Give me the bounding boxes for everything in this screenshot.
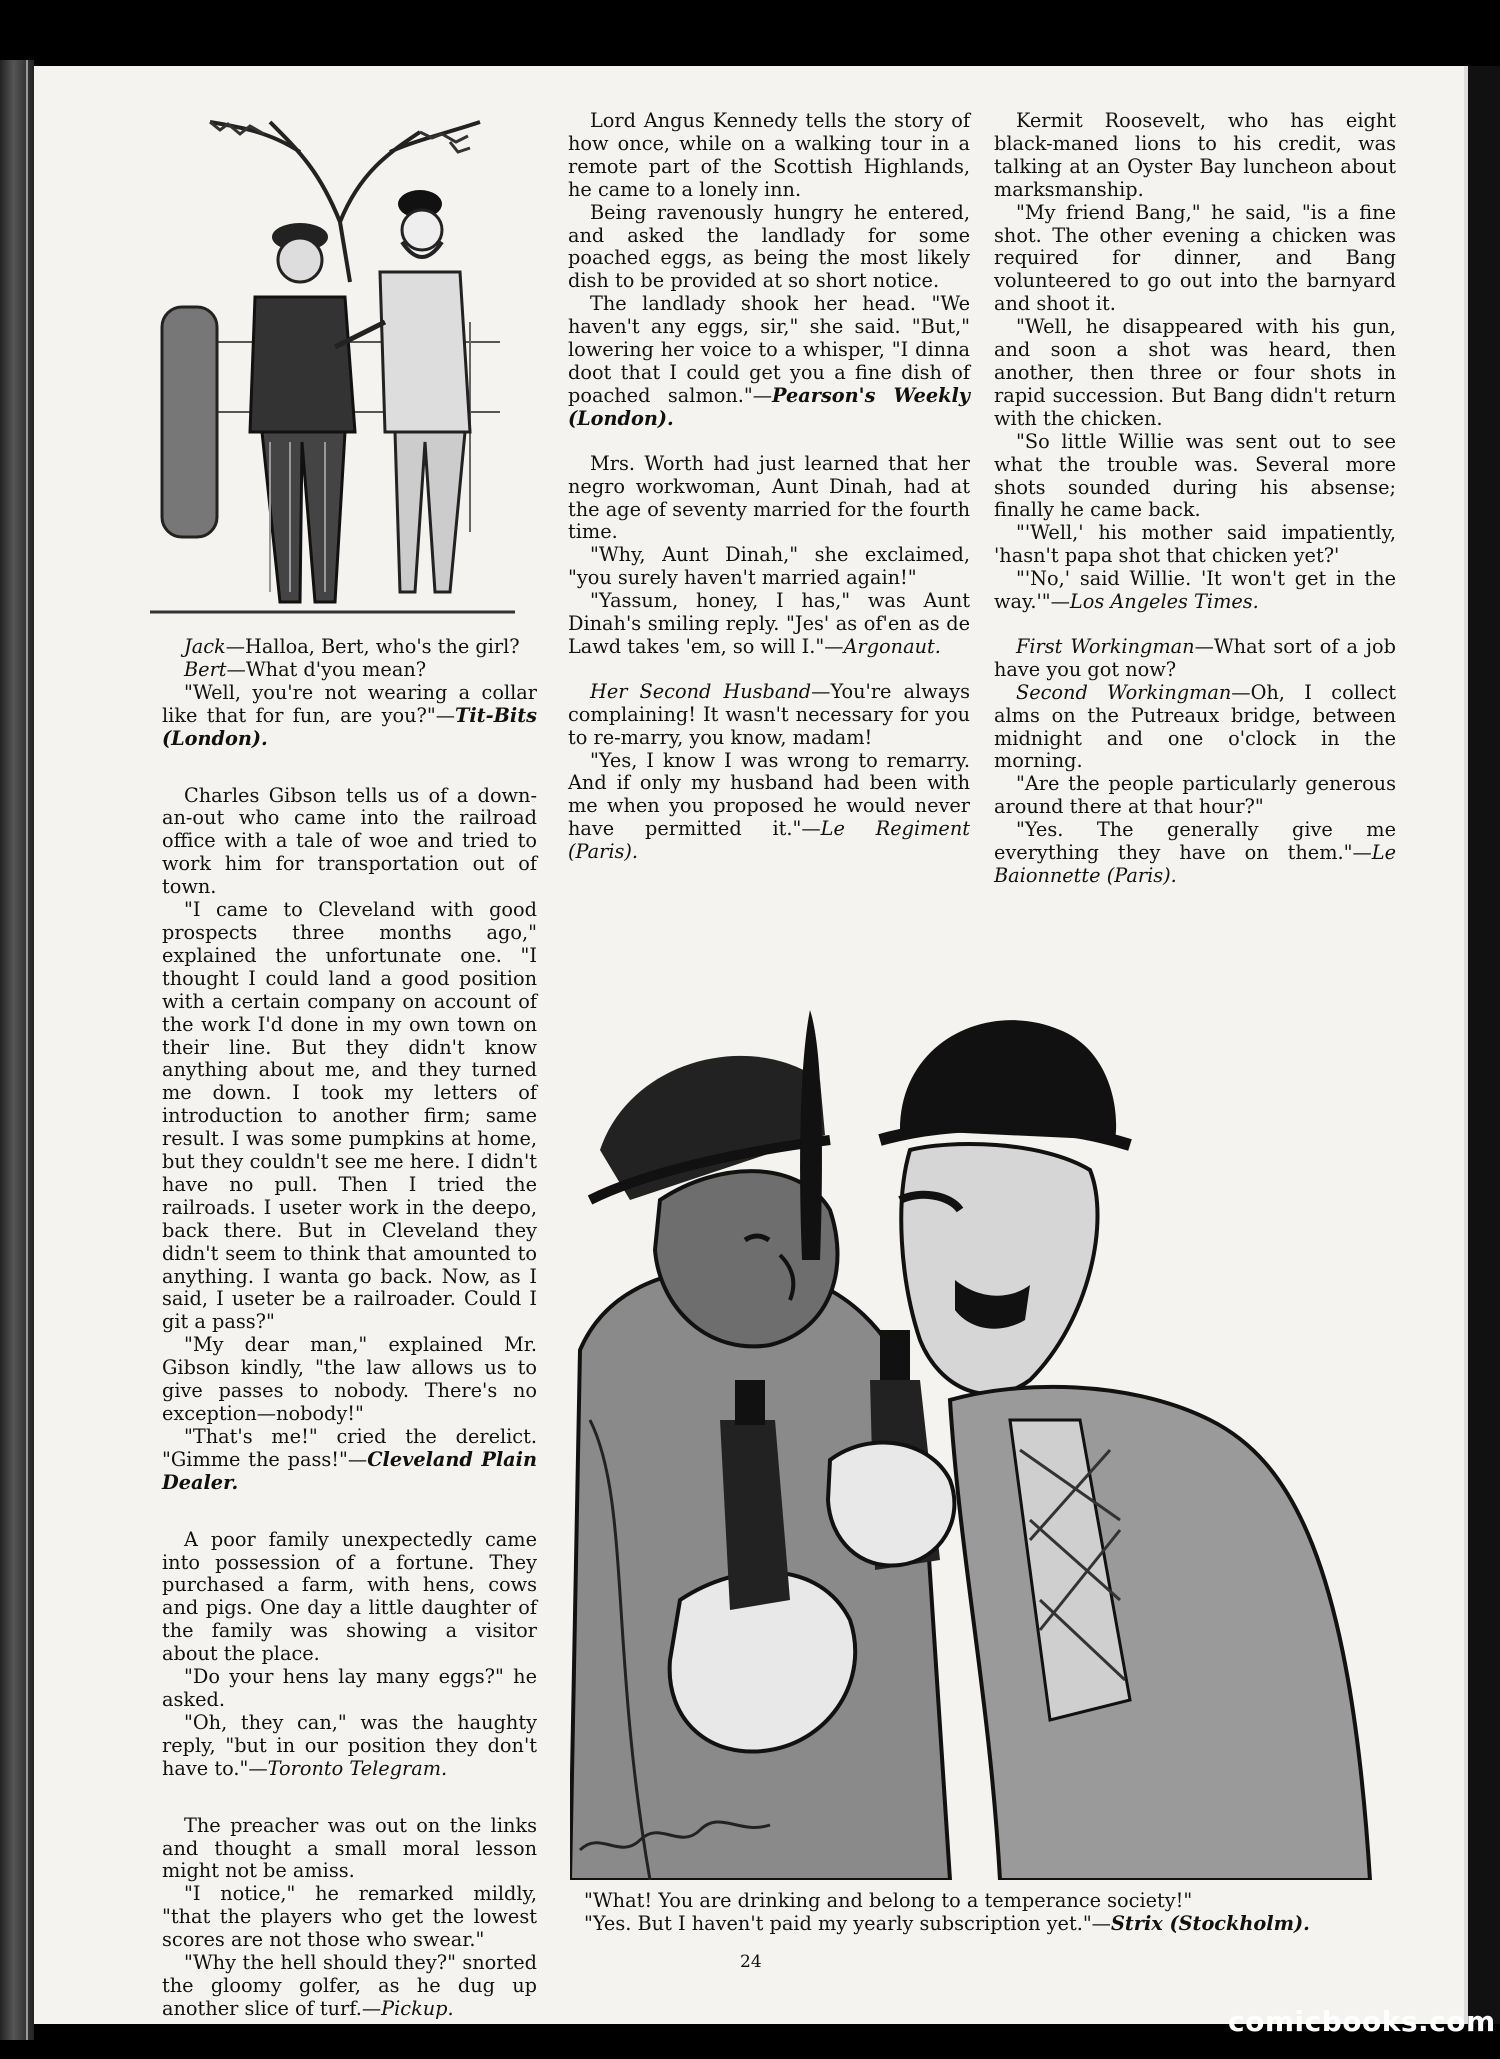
joke-paragraph: "Are the people particularly generous around there at that hour?" bbox=[994, 772, 1396, 819]
joke-paragraph: Second Workingman—Oh, I collect alms on the Putreaux bridge, between midnight and one o'clock in the morning. bbox=[994, 680, 1396, 773]
cartoon-caption-line: Jack—Halloa, Bert, who's the girl? bbox=[184, 635, 520, 658]
joke-paragraph: Being ravenously hungry he entered, and asked the landlady for some poached eggs, as being the most likely dish to be provided at so short notice. bbox=[568, 200, 970, 293]
joke-paragraph: Charles Gibson tells us of a down-an-out who came into the railroad office with a tale of woe and tried to work him for transportation out of town. bbox=[162, 783, 537, 899]
next-page-edge bbox=[1464, 66, 1500, 2024]
bottom-cartoon-illustration bbox=[570, 1000, 1410, 1880]
credit: Toronto Telegram. bbox=[267, 1756, 448, 1780]
column-2 bbox=[568, 110, 970, 864]
joke-paragraph: "So little Willie was sent out to see what the trouble was. Several more shots sounded during his absense; finally he came back. bbox=[994, 429, 1396, 522]
credit: Le Baionnette (Paris). bbox=[994, 841, 1396, 887]
watermark: comicbooks.com bbox=[1228, 2005, 1496, 2038]
joke-paragraph: "Why, Aunt Dinah," she exclaimed, "you surely haven't married again!" bbox=[568, 543, 970, 590]
joke-paragraph: "Yassum, honey, I has," was Aunt Dinah's smiling reply. "Jes' as of'en as de Lawd takes 'em, so will I."—Argonaut. bbox=[568, 589, 970, 658]
credit: Strix (Stockholm). bbox=[1110, 1911, 1310, 1935]
joke-paragraph: First Workingman—What sort of a job have you got now? bbox=[994, 634, 1396, 681]
credit: Argonaut. bbox=[843, 634, 941, 658]
credit: Pickup. bbox=[381, 1996, 454, 2020]
joke-paragraph: "I notice," he remarked mildly, "that the players who get the lowest scores are not those who swear." bbox=[162, 1882, 537, 1952]
joke-paragraph: "I came to Cleveland with good prospects three months ago," explained the unfortunate one. "I thought I could land a good position with a certain company on account of the work I'd done in my own town on their line. But they didn't know anything about me, and they turned me down. I took my letters of introduction to another firm; same result. I was some pumpkins at home, but they couldn't see me here. I didn't have no pull. Then I tried the railroads. I useter work in the deepo, back there. But in Cleveland they didn't seem to think that amounted to anything. I wanta go back. Now, as I said, I useter be a railroader. Could I git a pass?" bbox=[162, 898, 537, 1334]
joke-paragraph: "Do your hens lay many eggs?" he asked. bbox=[162, 1665, 537, 1711]
credit: Los Angeles Times. bbox=[1069, 590, 1259, 614]
joke-paragraph: "Yes. The generally give me everything they have on them."—Le Baionnette (Paris). bbox=[994, 818, 1396, 887]
caption-line: "What! You are drinking and belong to a temperance society!" bbox=[584, 1889, 1193, 1912]
joke-paragraph: "'No,' said Willie. 'It won't get in the way.'"—Los Angeles Times. bbox=[994, 567, 1396, 614]
column-3 bbox=[994, 110, 1396, 888]
joke-paragraph: Kermit Roosevelt, who has eight black-maned lions to his credit, was talking at an Oyster Bay luncheon about marksmanship. bbox=[994, 109, 1396, 201]
credit: Le Regiment (Paris). bbox=[568, 817, 970, 864]
joke-paragraph: The preacher was out on the links and thought a small moral lesson might not be amiss. bbox=[162, 1813, 537, 1883]
bottom-cartoon-caption bbox=[584, 1890, 1404, 1936]
joke-paragraph: "My dear man," explained Mr. Gibson kindly, "the law allows us to give passes to nobody. There's no exception—nobody!" bbox=[162, 1333, 537, 1425]
caption-line: "Yes. But I haven't paid my yearly subscription yet."—Strix (Stockholm). bbox=[584, 1911, 1310, 1935]
credit: Pearson's Weekly (London). bbox=[568, 383, 970, 430]
credit: Tit-Bits (London). bbox=[162, 703, 537, 750]
joke-paragraph: "Oh, they can," was the haughty reply, "but in our position they don't have to."—Toronto Telegram. bbox=[162, 1710, 537, 1780]
joke-paragraph: Lord Angus Kennedy tells the story of how once, while on a walking tour in a remote part of the Scottish Highlands, he came to a lonely inn. bbox=[568, 109, 970, 201]
joke-paragraph: "That's me!" cried the derelict. "Gimme the pass!"—Cleveland Plain Dealer. bbox=[162, 1424, 537, 1494]
cartoon-caption-line: "Well, you're not wearing a collar like that for fun, are you?"—Tit-Bits (London). bbox=[162, 680, 537, 750]
credit: Cleveland Plain Dealer. bbox=[162, 1447, 537, 1494]
joke-paragraph: "My friend Bang," he said, "is a fine shot. The other evening a chicken was required for dinner, and Bang volunteered to go out into the barnyard and shoot it. bbox=[994, 200, 1396, 316]
joke-paragraph: "'Well,' his mother said impatiently, 'hasn't papa shot that chicken yet?' bbox=[994, 521, 1396, 568]
joke-paragraph: "Why the hell should they?" snorted the gloomy golfer, as he dug up another slice of turf.—Pickup. bbox=[162, 1951, 537, 2020]
top-cartoon-illustration bbox=[150, 112, 515, 622]
cartoon-caption-line: Bert—What d'you mean? bbox=[184, 657, 427, 681]
joke-paragraph: Mrs. Worth had just learned that her negro workwoman, Aunt Dinah, had at the age of seventy married for the fourth time. bbox=[568, 451, 970, 544]
book-spine bbox=[0, 60, 34, 2040]
page-number: 24 bbox=[740, 1952, 762, 1972]
joke-paragraph: Her Second Husband—You're always complaining! It wasn't necessary for you to re-marry, you know, madam! bbox=[568, 679, 970, 749]
joke-paragraph: A poor family unexpectedly came into possession of a fortune. They purchased a farm, with hens, cows and pigs. One day a little daughter of the family was showing a visitor about the place. bbox=[162, 1527, 537, 1666]
joke-paragraph: The landlady shook her head. "We haven't any eggs, sir," she said. "But," lowering her voice to a whisper, "I dinna doot that I could get you a fine dish of poached salmon."—Pearson's Weekly (London). bbox=[568, 292, 970, 430]
column-1 bbox=[162, 636, 537, 2021]
joke-paragraph: "Well, he disappeared with his gun, and soon a shot was heard, then another, then three or four shots in rapid succession. But Bang didn't return with the chicken. bbox=[994, 315, 1396, 430]
joke-paragraph: "Yes, I know I was wrong to remarry. And if only my husband had been with me when you proposed he would never have permitted it."—Le Regiment (Paris). bbox=[568, 748, 970, 864]
